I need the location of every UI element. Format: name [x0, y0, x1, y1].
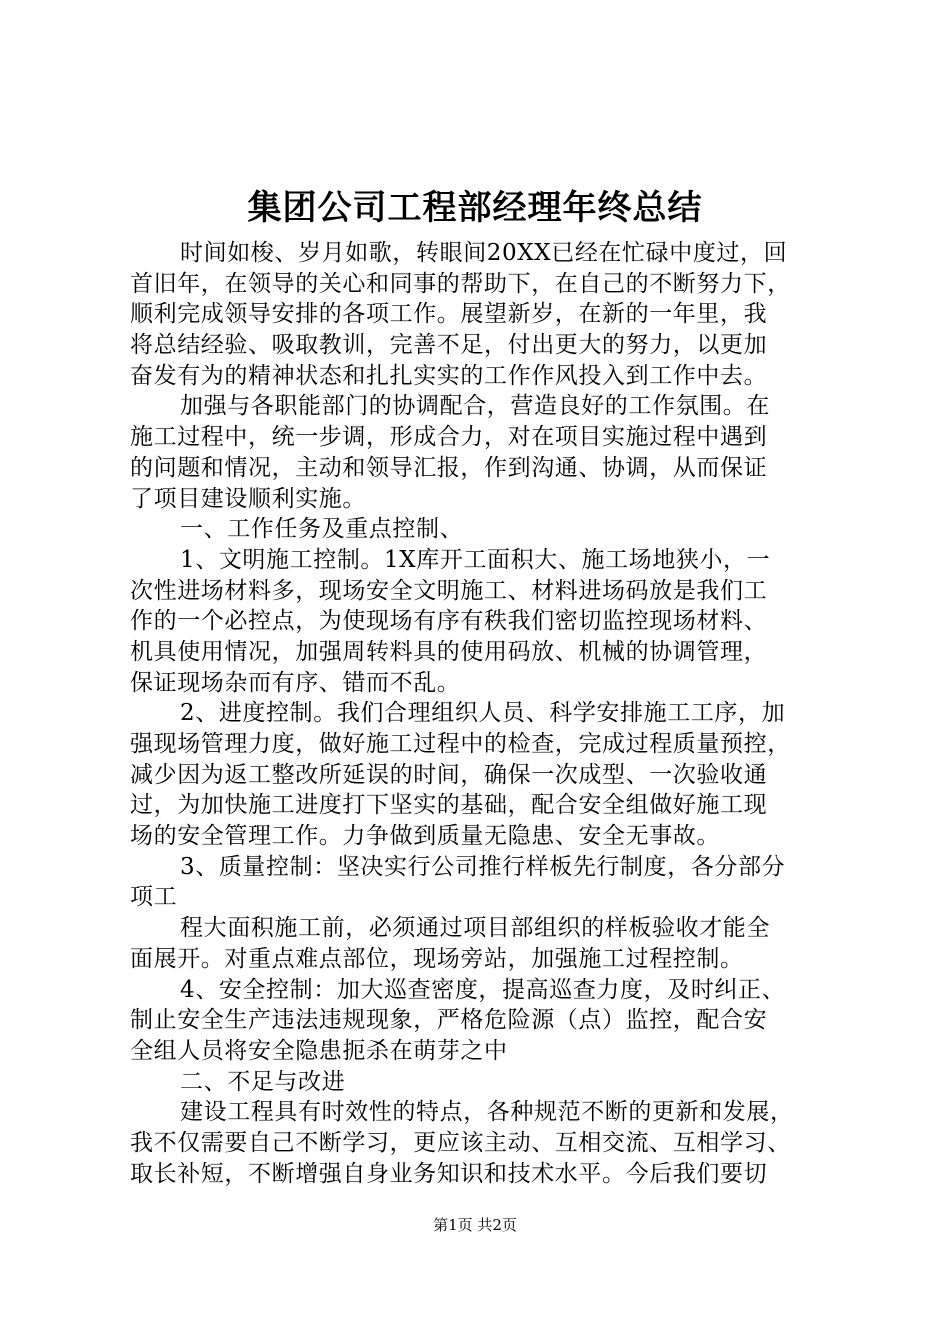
text-line: 强现场管理力度，做好施工过程中的检查，完成过程质量预控，	[130, 731, 791, 757]
page-footer: 第1页 共2页	[433, 1216, 517, 1234]
text-line: 时间如梭、岁月如歌，转眼间20XX已经在忙碌中度过，回	[180, 240, 788, 266]
text-line: 次性进场材料多，现场安全文明施工、材料进场码放是我们工	[130, 577, 768, 604]
text-line: 二、不足与改进	[180, 1068, 346, 1095]
text-line: 一、工作任务及重点控制、	[180, 516, 464, 543]
document-title: 集团公司工程部经理年终总结	[247, 188, 703, 228]
text-line: 施工过程中，统一步调，形成合力，对在项目实施过程中遇到	[130, 424, 768, 451]
document-body	[130, 238, 830, 1189]
text-line: 顺利完成领导安排的各项工作。展望新岁，在新的一年里，我	[130, 301, 768, 328]
text-line: 了项目建设顺利实施。	[130, 485, 366, 512]
text-line: 2、进度控制。我们合理组织人员、科学安排施工工序，加	[180, 700, 786, 727]
text-line: 4、安全控制：加大巡查密度，提高巡查力度，及时纠正、	[180, 976, 786, 1003]
text-line: 将总结经验、吸取教训，完善不足，付出更大的努力，以更加	[130, 332, 768, 359]
text-line: 取长补短，不断增强自身业务知识和技术水平。今后我们要切	[130, 1160, 768, 1187]
text-line: 场的安全管理工作。力争做到质量无隐患、安全无事故。	[130, 823, 720, 850]
text-line: 面展开。对重点难点部位，现场旁站，加强施工过程控制。	[130, 945, 744, 972]
text-line: 作的一个必控点，为使现场有序有秩我们密切监控现场材料、	[130, 608, 768, 635]
text-line: 奋发有为的精神状态和扎扎实实的工作作风投入到工作中去。	[130, 362, 768, 389]
text-line: 1、文明施工控制。1X库开工面积大、施工场地狭小，一	[180, 546, 771, 573]
text-line: 加强与各职能部门的协调配合，营造良好的工作氛围。在	[180, 393, 770, 420]
text-line: 项工	[130, 884, 178, 911]
text-line: 保证现场杂而有序、错而不乱。	[130, 669, 461, 696]
text-line: 建设工程具有时效性的特点，各种规范不断的更新和发展，	[180, 1099, 794, 1126]
text-line: 机具使用情况，加强周转料具的使用码放、机械的协调管理，	[130, 638, 768, 665]
text-line: 程大面积施工前，必须通过项目部组织的样板验收才能全	[180, 915, 770, 942]
text-line: 制止安全生产违法违规现象，严格危险源（点）监控，配合安	[130, 1007, 768, 1034]
text-line: 的问题和情况，主动和领导汇报，作到沟通、协调，从而保证	[130, 454, 768, 481]
text-line: 首旧年，在领导的关心和同事的帮助下，在自己的不断努力下，	[130, 270, 791, 297]
text-line: 3、质量控制：坚决实行公司推行样板先行制度，各分部分	[180, 853, 786, 880]
text-line: 减少因为返工整改所延误的时间，确保一次成型、一次验收通	[130, 761, 768, 788]
text-line: 全组人员将安全隐患扼杀在萌芽之中	[130, 1037, 508, 1064]
text-line: 过，为加快施工进度打下坚实的基础，配合安全组做好施工现	[130, 792, 768, 819]
text-line: 我不仅需要自己不断学习，更应该主动、互相交流、互相学习、	[130, 1129, 791, 1156]
